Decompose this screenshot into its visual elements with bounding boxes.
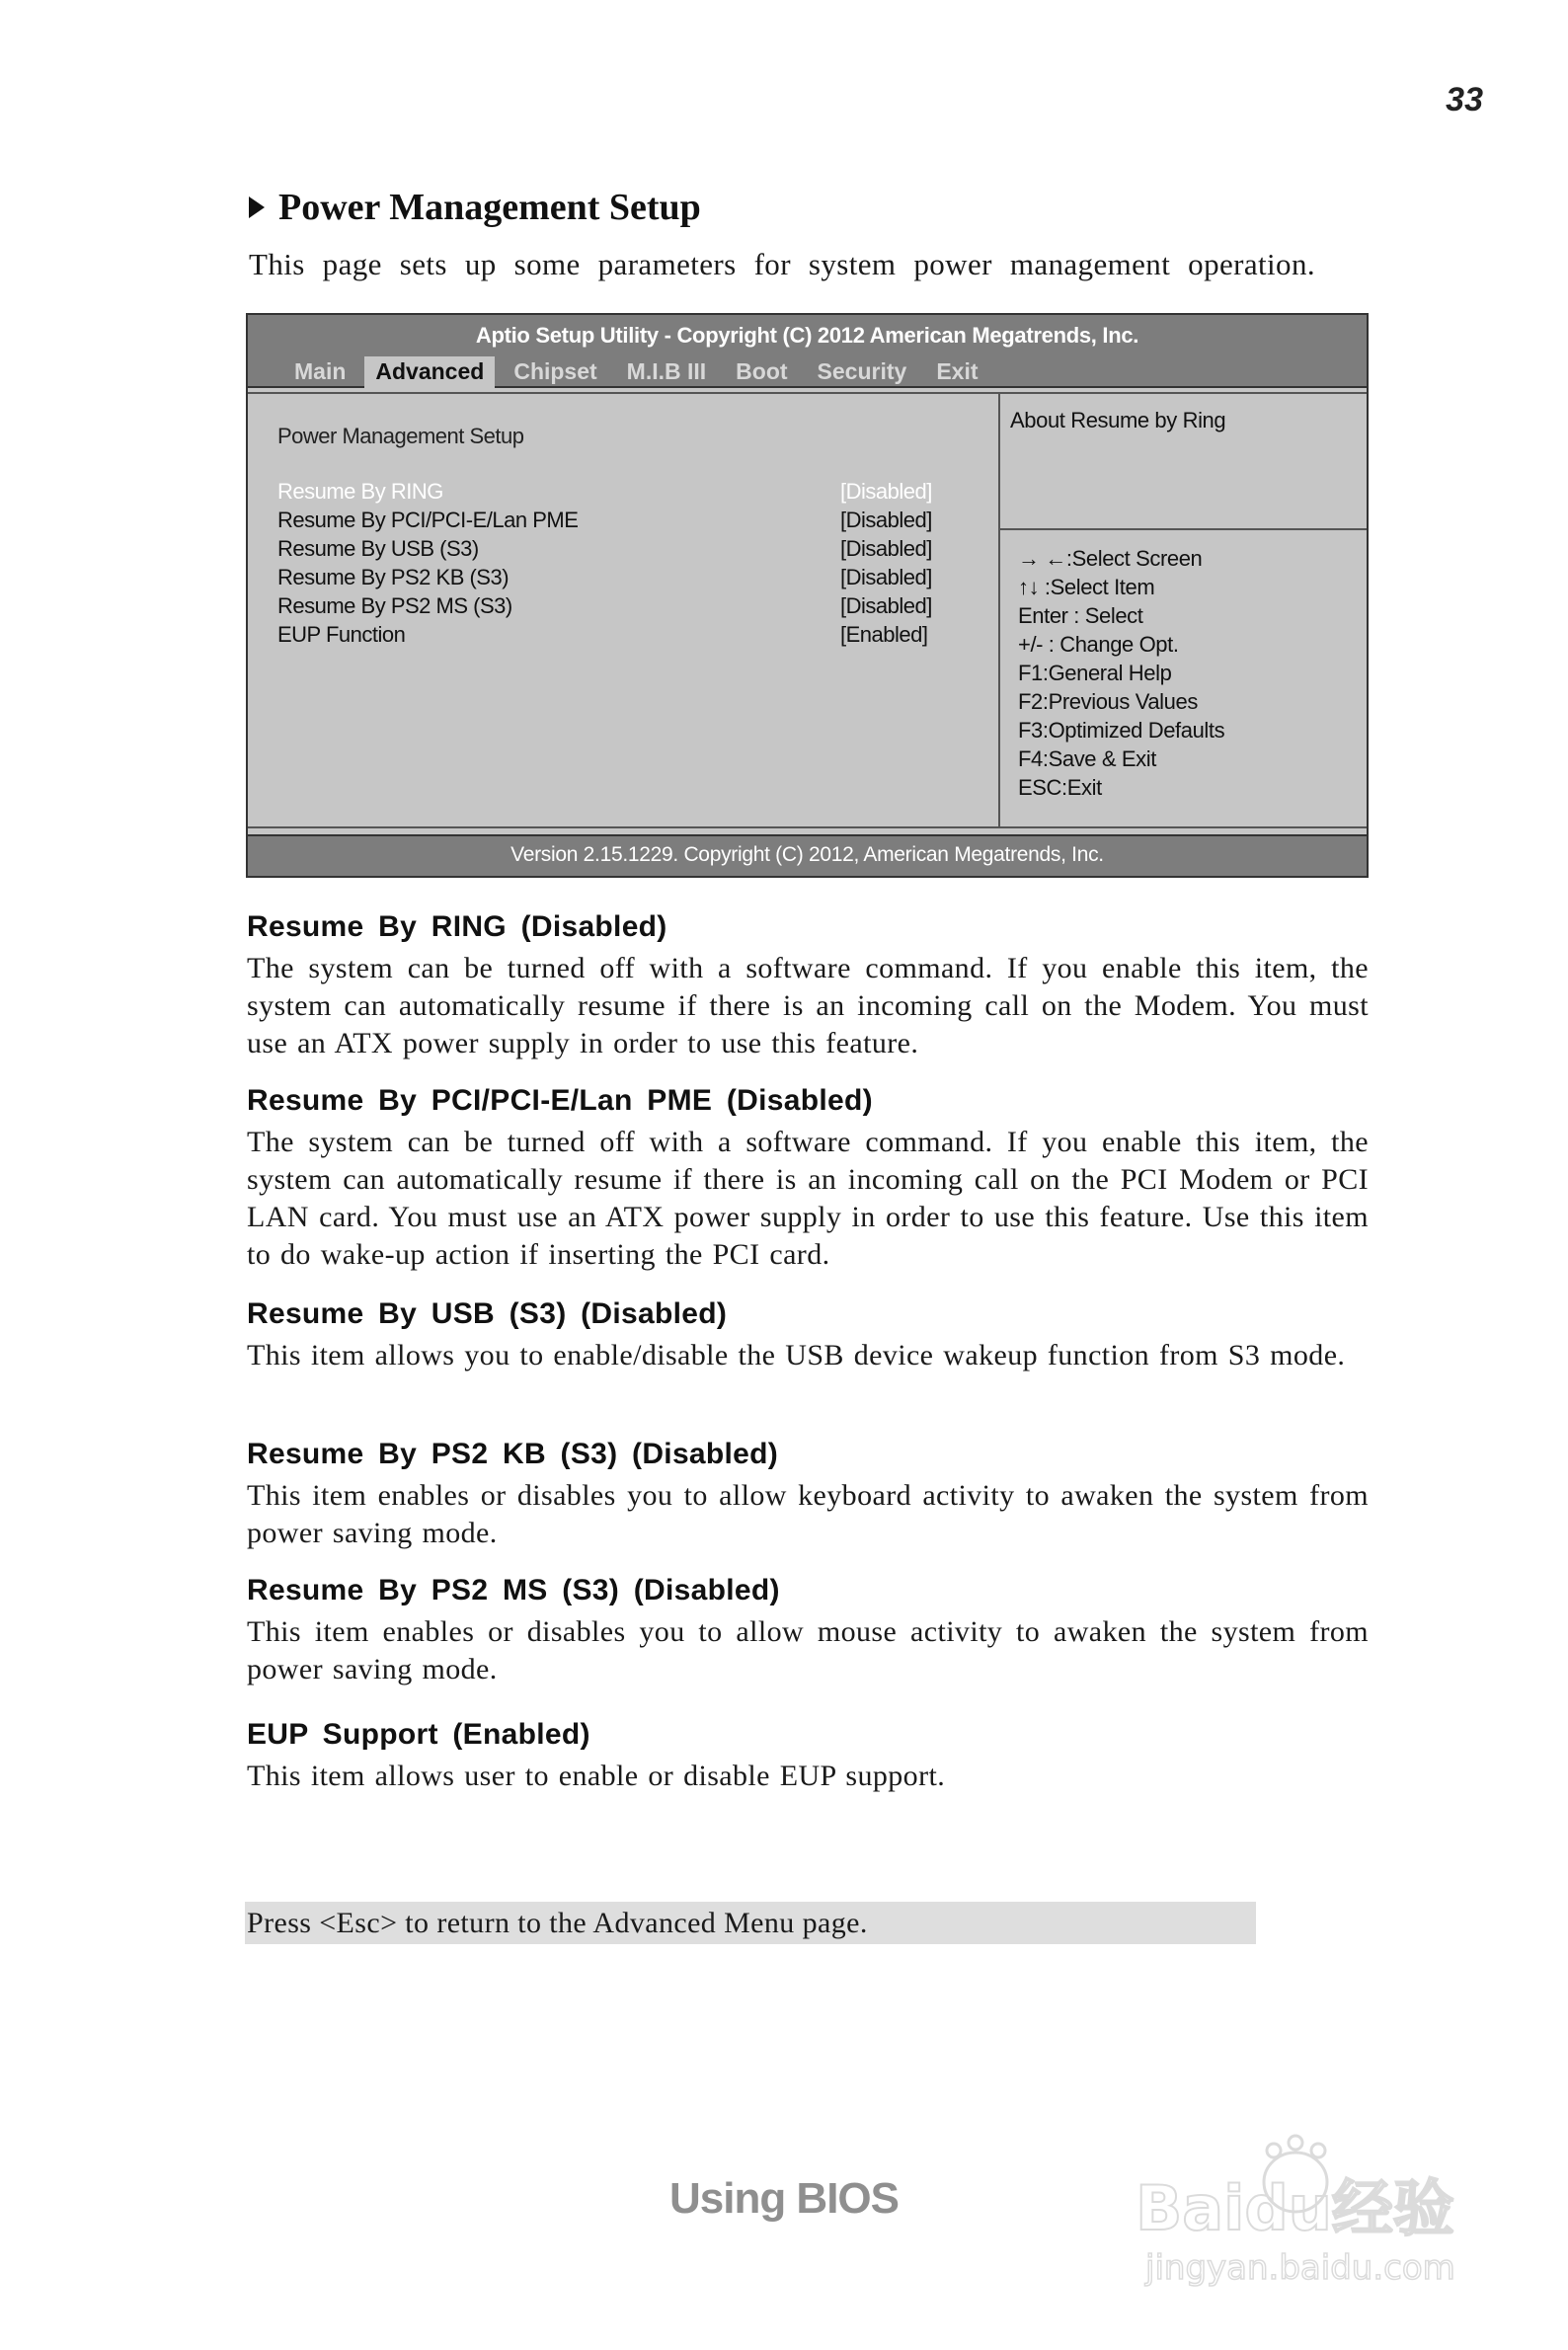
bios-item-list [277, 479, 969, 651]
desc-body: This item allows user to enable or disable EUP support. [247, 1760, 946, 1792]
watermark-url: jingyan.baidu.com [1145, 2248, 1455, 2288]
bios-item-value: [Enabled] [840, 622, 928, 647]
desc-body: The system can be turned off with a software command. If you enable this item, the system can automatically resume if there is an incoming call on the Modem. You must use an ATX power supply in order to use this feature. [247, 952, 1369, 1059]
key-change-opt: +/- : Change Opt. [1018, 632, 1179, 657]
bios-item-label: Resume By PS2 KB (S3) [277, 565, 510, 589]
tab-advanced[interactable]: Advanced [364, 356, 495, 388]
bios-key-legend [1018, 546, 1224, 804]
watermark-brand: Baidu经验 [1136, 2172, 1454, 2244]
bios-tab-bar [283, 356, 997, 388]
bios-item-value: [Disabled] [840, 508, 932, 532]
key-f3: F3:Optimized Defaults [1018, 718, 1225, 743]
desc-resume-ps2-kb [247, 1438, 1369, 1552]
tab-mib[interactable]: M.I.B III [626, 358, 707, 384]
tab-main[interactable]: Main [294, 358, 347, 384]
bios-item-value: [Disabled] [840, 565, 932, 589]
bios-settings-panel [277, 424, 969, 647]
bios-header [248, 315, 1367, 388]
bios-item-value: [Disabled] [840, 593, 932, 618]
bios-title: Aptio Setup Utility - Copyright (C) 2012 American Megatrends, Inc. [475, 323, 1139, 348]
bios-frame-bottom [248, 826, 1367, 828]
desc-heading: Resume By PS2 MS (S3) (Disabled) [247, 1574, 780, 1606]
desc-eup-support [247, 1718, 1369, 1795]
bios-footer: Version 2.15.1229. Copyright (C) 2012, American Megatrends, Inc. [248, 834, 1367, 876]
desc-resume-ring [247, 910, 1369, 1062]
bios-item-resume-ps2-ms[interactable] [277, 593, 969, 622]
desc-heading: Resume By PS2 KB (S3) (Disabled) [247, 1438, 779, 1470]
bios-frame-top [248, 392, 1367, 394]
return-note: Press <Esc> to return to the Advanced Menu page. [245, 1902, 1256, 1944]
tab-boot[interactable]: Boot [736, 358, 788, 384]
desc-body: The system can be turned off with a software command. If you enable this item, the system can automatically resume if there is an incoming call on the PCI Modem or PCI LAN card. You must use an ATX power supply in order to use this feature. Use this item to do wake-up action if inserting the PCI card. [247, 1126, 1369, 1271]
desc-heading: Resume By RING (Disabled) [247, 910, 667, 943]
tab-exit[interactable]: Exit [936, 358, 979, 384]
page-number: 33 [1446, 81, 1483, 118]
desc-heading: EUP Support (Enabled) [247, 1718, 590, 1751]
desc-resume-ps2-ms [247, 1574, 1369, 1688]
key-f1: F1:General Help [1018, 661, 1172, 685]
desc-body: This item enables or disables you to allow mouse activity to awaken the system from power saving mode. [247, 1615, 1369, 1685]
key-f4: F4:Save & Exit [1018, 746, 1156, 771]
bios-item-resume-usb[interactable] [277, 536, 969, 565]
baidu-watermark-icon [1116, 2123, 1491, 2291]
bios-item-label: EUP Function [277, 622, 406, 647]
bios-help-divider [1000, 528, 1367, 530]
section-title [249, 186, 701, 229]
bios-panel-divider [998, 392, 1000, 826]
bios-item-resume-ps2-kb[interactable] [277, 565, 969, 593]
bios-item-resume-ring[interactable] [277, 479, 969, 508]
desc-body: This item enables or disables you to allow keyboard activity to awaken the system from power saving mode. [247, 1479, 1369, 1549]
desc-resume-usb [247, 1297, 1369, 1374]
key-f2: F2:Previous Values [1018, 689, 1198, 714]
bios-item-label: Resume By PS2 MS (S3) [277, 593, 512, 618]
bios-item-label: Resume By RING [277, 479, 443, 504]
key-select-screen: → ←:Select Screen [1018, 546, 1203, 571]
desc-body: This item allows you to enable/disable the USB device wakeup function from S3 mode. [247, 1339, 1346, 1371]
bios-help-text: About Resume by Ring [1010, 408, 1226, 432]
bios-subheading: Power Management Setup [277, 424, 524, 448]
tab-security[interactable]: Security [817, 358, 907, 384]
bios-screen [246, 313, 1369, 878]
bios-item-label: Resume By USB (S3) [277, 536, 479, 561]
bios-item-label: Resume By PCI/PCI-E/Lan PME [277, 508, 579, 532]
bios-item-value: [Disabled] [840, 479, 932, 504]
bios-item-resume-pci[interactable] [277, 508, 969, 536]
bios-item-eup-function[interactable] [277, 622, 969, 651]
triangle-bullet-icon [249, 196, 265, 218]
section-title-text: Power Management Setup [278, 187, 701, 228]
key-esc: ESC:Exit [1018, 775, 1102, 800]
key-enter: Enter : Select [1018, 603, 1143, 628]
desc-heading: Resume By PCI/PCI-E/Lan PME (Disabled) [247, 1084, 873, 1117]
desc-resume-pci [247, 1084, 1369, 1274]
tab-chipset[interactable]: Chipset [513, 358, 597, 384]
key-select-item: ↑↓ :Select Item [1018, 575, 1155, 599]
bios-item-value: [Disabled] [840, 536, 932, 561]
chapter-footer: Using BIOS [668, 2174, 900, 2223]
desc-heading: Resume By USB (S3) (Disabled) [247, 1297, 728, 1330]
intro-text: This page sets up some parameters for system power management operation. [249, 247, 1315, 281]
